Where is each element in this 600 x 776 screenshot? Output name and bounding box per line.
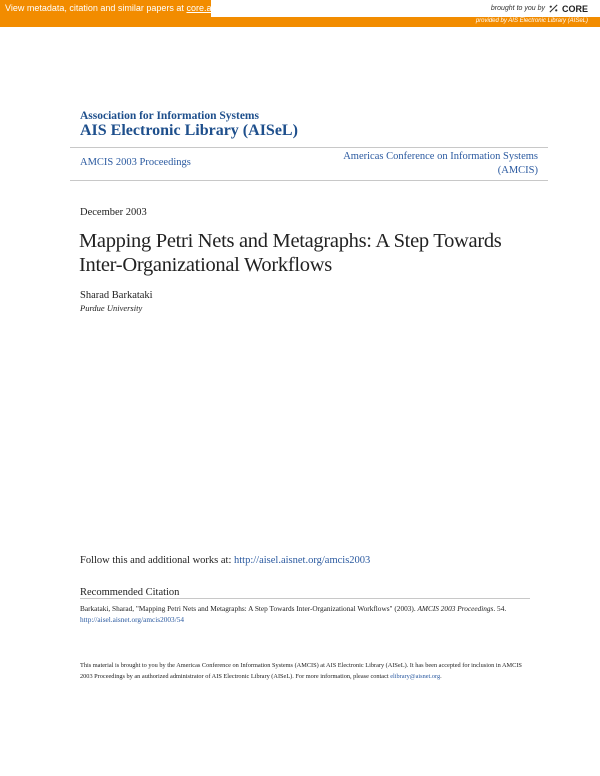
citation-proceedings: AMCIS 2003 Proceedings	[417, 604, 494, 613]
follow-line	[80, 555, 370, 566]
contact-email-link[interactable]: elibrary@aisnet.org	[390, 673, 441, 680]
core-logo-text: CORE	[561, 3, 588, 14]
access-notice	[80, 660, 530, 682]
notice-end: .	[440, 673, 442, 680]
conference-link[interactable]: Americas Conference on Information Systems (AMCIS)	[343, 151, 538, 176]
core-banner	[0, 0, 600, 27]
author-affiliation: Purdue University	[80, 303, 143, 313]
recommended-citation-heading: Recommended Citation	[80, 587, 180, 598]
core-link-bar[interactable]	[0, 0, 228, 17]
author-name: Sharad Barkataki	[80, 290, 153, 301]
library-name[interactable]: AIS Electronic Library (AISeL)	[80, 122, 298, 139]
citation-divider	[80, 598, 530, 599]
association-name[interactable]: Association for Information Systems	[80, 110, 259, 122]
core-logo-icon	[548, 3, 559, 14]
paper-title: Mapping Petri Nets and Metagraphs: A Step Towards Inter-Organizational Workflows	[79, 230, 502, 276]
header-divider-bottom	[70, 180, 548, 181]
proceedings-link[interactable]: AMCIS 2003 Proceedings	[80, 157, 191, 168]
core-branding[interactable]	[491, 3, 588, 14]
citation-text: Barkataki, Sharad, "Mapping Petri Nets and Metagraphs: A Step Towards Inter-Organizational Workflows" (2003).	[80, 604, 418, 613]
citation-link[interactable]: http://aisel.aisnet.org/amcis2003/54	[80, 615, 185, 624]
brought-by-text: brought to you by	[490, 5, 545, 12]
follow-link[interactable]: http://aisel.aisnet.org/amcis2003	[234, 555, 371, 566]
publication-date: December 2003	[80, 207, 147, 218]
core-provider-bar	[0, 17, 600, 27]
header-divider-top	[70, 147, 548, 148]
citation-block	[80, 603, 530, 625]
provided-by-text[interactable]: provided by AIS Electronic Library (AISeL)	[475, 18, 588, 24]
follow-text: Follow this and additional works at:	[80, 555, 234, 566]
citation-tail: . 54.	[493, 604, 507, 613]
notice-text: This material is brought to you by the Americas Conference on Information Systems (AMCIS) at AIS Electronic Library (AISeL). It has been accepted for inclusion in AMCIS 2003 Proceedings by an authorized administrator of AIS Electronic Library (AISeL). For more information, please contact	[80, 662, 522, 680]
core-metadata-link[interactable]: View metadata, citation and similar papers at core.ac.uk	[5, 3, 228, 13]
